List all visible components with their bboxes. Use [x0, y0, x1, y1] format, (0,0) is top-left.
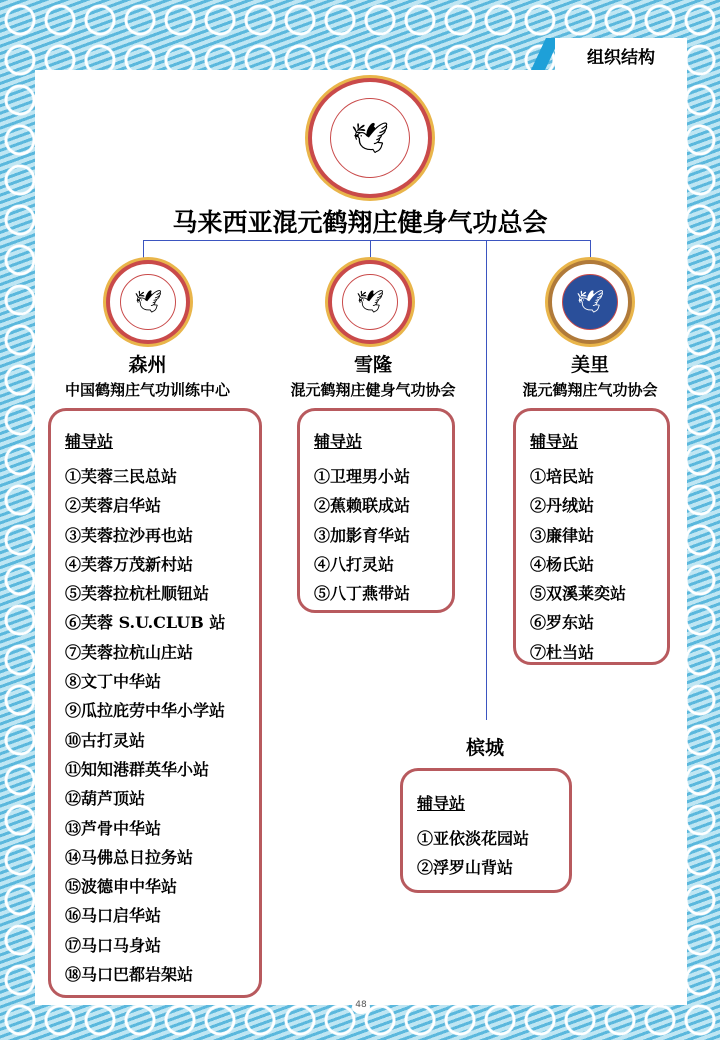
- station-item: ⑪知知港群英华小站: [65, 759, 210, 779]
- station-item: ⑬芦骨中华站: [65, 818, 162, 838]
- station-item: ⑩古打灵站: [65, 730, 146, 750]
- station-item: ②浮罗山背站: [417, 858, 514, 878]
- branch-logo-selangor: [328, 260, 412, 344]
- station-item: ①卫理男小站: [314, 467, 411, 486]
- crane-icon: 🕊: [330, 98, 410, 178]
- station-item: ③芙蓉拉沙再也站: [65, 525, 194, 545]
- crane-icon: 🕊: [342, 274, 398, 330]
- stations-box-penang: [400, 768, 572, 893]
- association-logo: [308, 78, 432, 198]
- station-item: ③廉律站: [530, 525, 595, 545]
- station-item: ④八打灵站: [314, 554, 395, 574]
- branch-logo-sembilan: [106, 260, 190, 344]
- branch-state: 森州: [128, 354, 167, 376]
- station-item: ④杨氏站: [530, 554, 595, 574]
- station-item: ③加影育华站: [314, 525, 411, 545]
- station-item: ②蕉赖联成站: [314, 496, 411, 516]
- branch-selangor-header: [268, 350, 478, 400]
- stations-box-sembilan: [48, 408, 262, 998]
- station-item: ⑮波德申中华站: [65, 877, 178, 897]
- branch-miri-header: [500, 350, 680, 400]
- stations-heading: 辅导站: [314, 432, 363, 451]
- station-item: ⑤芙蓉拉杭杜顺钮站: [65, 584, 210, 604]
- station-item: ⑦芙蓉拉杭山庄站: [65, 642, 194, 662]
- stations-box-selangor: [297, 408, 455, 613]
- page-number: 48: [352, 1000, 370, 1014]
- section-title: 组织结构: [555, 38, 687, 72]
- connector-miri: [590, 240, 591, 258]
- stations-heading: 辅导站: [530, 432, 579, 451]
- station-item: ⑫葫芦顶站: [65, 789, 146, 809]
- branch-sembilan-header: [40, 350, 255, 400]
- station-item: ⑱马口巴都岩架站: [65, 965, 194, 985]
- branch-state: 槟城: [465, 737, 504, 759]
- branch-state: 美里: [570, 354, 609, 376]
- crane-icon: 🕊: [562, 274, 618, 330]
- stations-heading: 辅导站: [417, 794, 466, 813]
- station-item: ②芙蓉启华站: [65, 496, 162, 516]
- connector-selangor: [370, 240, 371, 258]
- page-title: 马来西亚混元鹤翔庄健身气功总会: [172, 208, 548, 237]
- station-item: ①亚依淡花园站: [417, 829, 530, 848]
- station-item: ⑥芙蓉 S.U.CLUB 站: [65, 613, 226, 633]
- station-item: ①培民站: [530, 467, 595, 486]
- branch-penang-header: [440, 733, 530, 760]
- station-item: ⑭马佛总日拉务站: [65, 847, 194, 867]
- stations-heading: 辅导站: [65, 432, 114, 451]
- station-item: ②丹绒站: [530, 496, 595, 516]
- connector-penang: [486, 240, 487, 720]
- branch-state: 雪隆: [353, 354, 392, 376]
- station-item: ⑨瓜拉庇劳中华小学站: [65, 701, 226, 721]
- station-item: ⑥罗东站: [530, 613, 595, 633]
- station-item: ⑤八丁燕带站: [314, 584, 411, 604]
- station-item: ⑰马口马身站: [65, 935, 162, 955]
- branch-name: 混元鹤翔庄气功协会: [522, 381, 658, 399]
- connector-sembilan: [143, 240, 144, 258]
- branch-logo-miri: [548, 260, 632, 344]
- branch-name: 混元鹤翔庄健身气功协会: [290, 381, 456, 399]
- station-item: ⑤双溪莱奕站: [530, 584, 627, 604]
- station-item: ①芙蓉三民总站: [65, 467, 178, 486]
- station-item: ⑦杜当站: [530, 642, 595, 662]
- station-item: ⑯马口启华站: [65, 906, 162, 926]
- stations-box-miri: [513, 408, 670, 665]
- connector-horizontal: [143, 240, 591, 241]
- crane-icon: 🕊: [120, 274, 176, 330]
- branch-name: 中国鹤翔庄气功训练中心: [64, 381, 230, 399]
- station-item: ⑧文丁中华站: [65, 672, 162, 692]
- station-item: ④芙蓉万茂新村站: [65, 554, 194, 574]
